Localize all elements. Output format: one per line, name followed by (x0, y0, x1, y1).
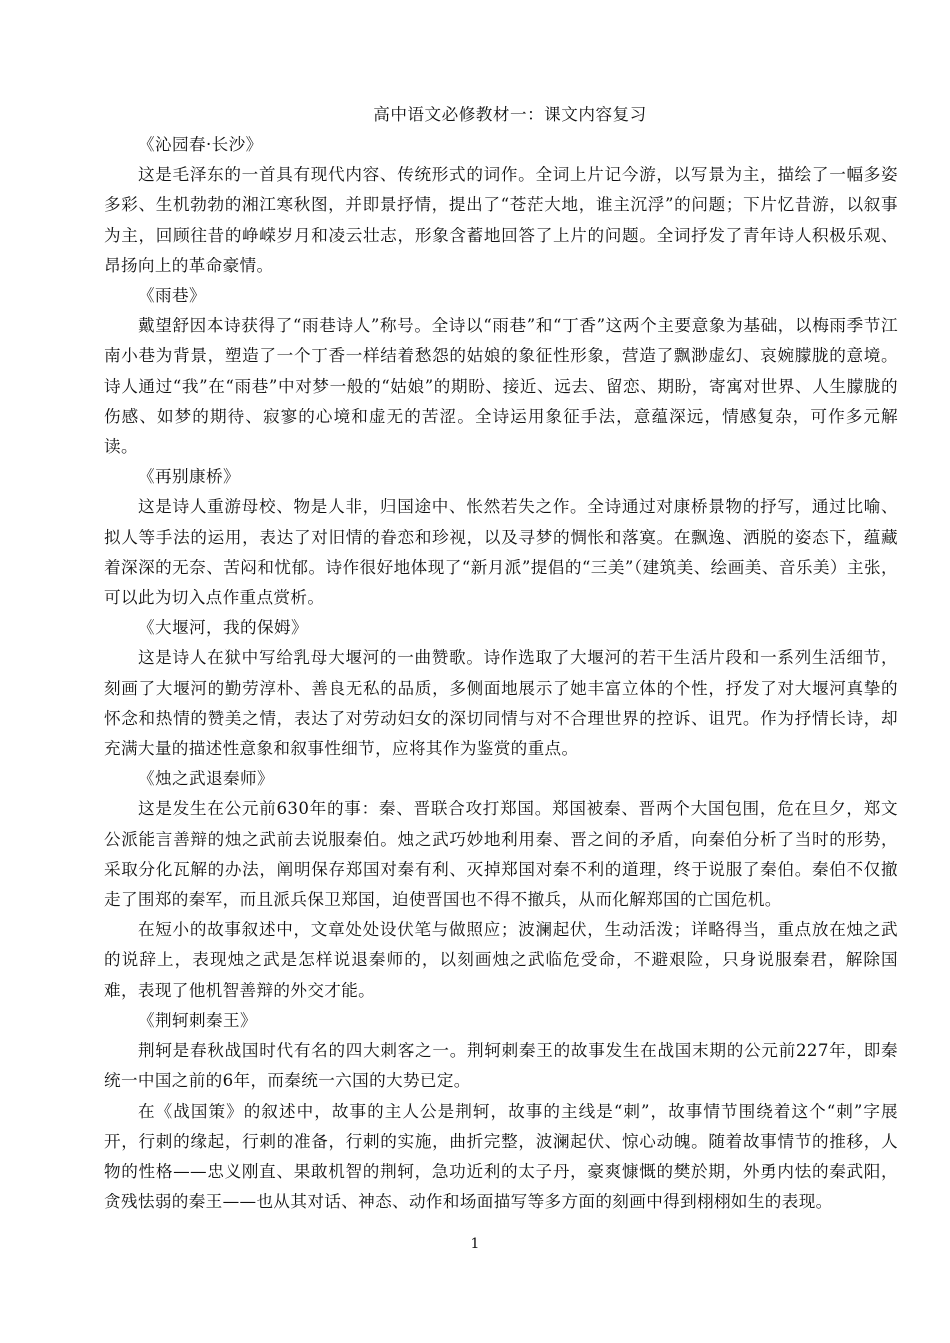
section-jingke (104, 1006, 898, 1217)
section-paragraph: 荆轲是春秋战国时代有名的四大刺客之一。荆轲刺秦王的故事发生在战国末期的公元前227年，即秦统一中国之前的6年，而秦统一六国的大势已定。 (104, 1041, 898, 1091)
section-heading: 《沁园春·长沙》 (138, 135, 263, 154)
section-paragraph: 这是发生在公元前630年的事：秦、晋联合攻打郑国。郑国被秦、晋两个大国包围，危在旦夕，郑文公派能言善辩的烛之武前去说服秦伯。烛之武巧妙地利用秦、晋之间的矛盾，向秦伯分析了当时的形势，采取分化瓦解的办法，阐明保存郑国对秦有利、灭掉郑国对秦不利的道理，终于说服了秦伯。秦伯不仅撤走了围郑的秦军，而且派兵保卫郑国，迫使晋国也不得不撤兵，从而化解郑国的亡国危机。 (104, 799, 898, 910)
page-number: 1 (470, 1236, 480, 1252)
section-zhuzhiwu (104, 764, 898, 1006)
section-dayanhe (104, 613, 898, 764)
document-page (104, 100, 898, 1217)
section-heading: 《大堰河，我的保姆》 (138, 618, 308, 638)
section-paragraph: 这是诗人重游母校、物是人非，归国途中、怅然若失之作。全诗通过对康桥景物的抒写，通过比喻、拟人等手法的运用，表达了对旧情的眷恋和珍视，以及寻梦的惆怅和落寞。在飘逸、洒脱的姿态下，蕴藏着深深的无奈、苦闷和忧郁。诗作很好地体现了“新月派”提倡的“三美”（建筑美、绘画美、音乐美）主张，可以此为切入点作重点赏析。 (104, 497, 898, 608)
section-yuxiang (104, 281, 898, 462)
section-heading: 《烛之武退秦师》 (138, 769, 274, 789)
section-paragraph: 戴望舒因本诗获得了“雨巷诗人”称号。全诗以“雨巷”和“丁香”这两个主要意象为基础，以梅雨季节江南小巷为背景，塑造了一个丁香一样结着愁怨的姑娘的象征性形象，营造了飘渺虚幻、哀婉朦胧的意境。诗人通过“我”在“雨巷”中对梦一般的“姑娘”的期盼、接近、远去、留恋、期盼，寄寓对世界、人生朦胧的伤感、如梦的期待、寂寥的心境和虚无的苦涩。全诗运用象征手法，意蕴深远，情感复杂，可作多元解读。 (104, 316, 898, 457)
section-heading: 《再别康桥》 (138, 467, 240, 487)
section-heading: 《雨巷》 (138, 286, 206, 306)
document-title: 高中语文必修教材一：课文内容复习 (373, 105, 647, 124)
section-qinyuanchun (104, 130, 898, 281)
section-paragraph: 这是毛泽东的一首具有现代内容、传统形式的词作。全词上片记今游，以写景为主，描绘了一幅多姿多彩、生机勃勃的湘江寒秋图，并即景抒情，提出了“苍茫大地，谁主沉浮”的问题；下片忆昔游，以叙事为主，回顾往昔的峥嵘岁月和凌云壮志，形象含蓄地回答了上片的问题。全词抒发了青年诗人积极乐观、昂扬向上的革命豪情。 (104, 165, 898, 275)
section-paragraph: 这是诗人在狱中写给乳母大堰河的一曲赞歌。诗作选取了大堰河的若干生活片段和一系列生活细节，刻画了大堰河的勤劳淳朴、善良无私的品质，多侧面地展示了她丰富立体的个性，抒发了对大堰河真挚的怀念和热情的赞美之情，表达了对劳动妇女的深切同情与对不合理世界的控诉、诅咒。作为抒情长诗，却充满大量的描述性意象和叙事性细节，应将其作为鉴赏的重点。 (104, 648, 898, 759)
section-paragraph: 在短小的故事叙述中，文章处处设伏笔与做照应；波澜起伏，生动活泼；详略得当，重点放在烛之武的说辞上，表现烛之武是怎样说退秦师的，以刻画烛之武临危受命，不避艰险，只身说服秦君，解除国难，表现了他机智善辩的外交才能。 (104, 920, 898, 1000)
section-heading: 《荆轲刺秦王》 (138, 1010, 257, 1030)
section-paragraph: 在《战国策》的叙述中，故事的主人公是荆轲，故事的主线是“刺”，故事情节围绕着这个“刺”字展开，行刺的缘起，行刺的准备，行刺的实施，曲折完整，波澜起伏、惊心动魄。随着故事情节的推移，人物的性格——忠义刚直、果敢机智的荆轲，急功近利的太子丹，豪爽慷慨的樊於期，外勇内怯的秦武阳，贪残怯弱的秦王——也从其对话、神态、动作和场面描写等多方面的刻画中得到栩栩如生的表现。 (104, 1101, 898, 1212)
section-zaibiekangqiao (104, 462, 898, 613)
